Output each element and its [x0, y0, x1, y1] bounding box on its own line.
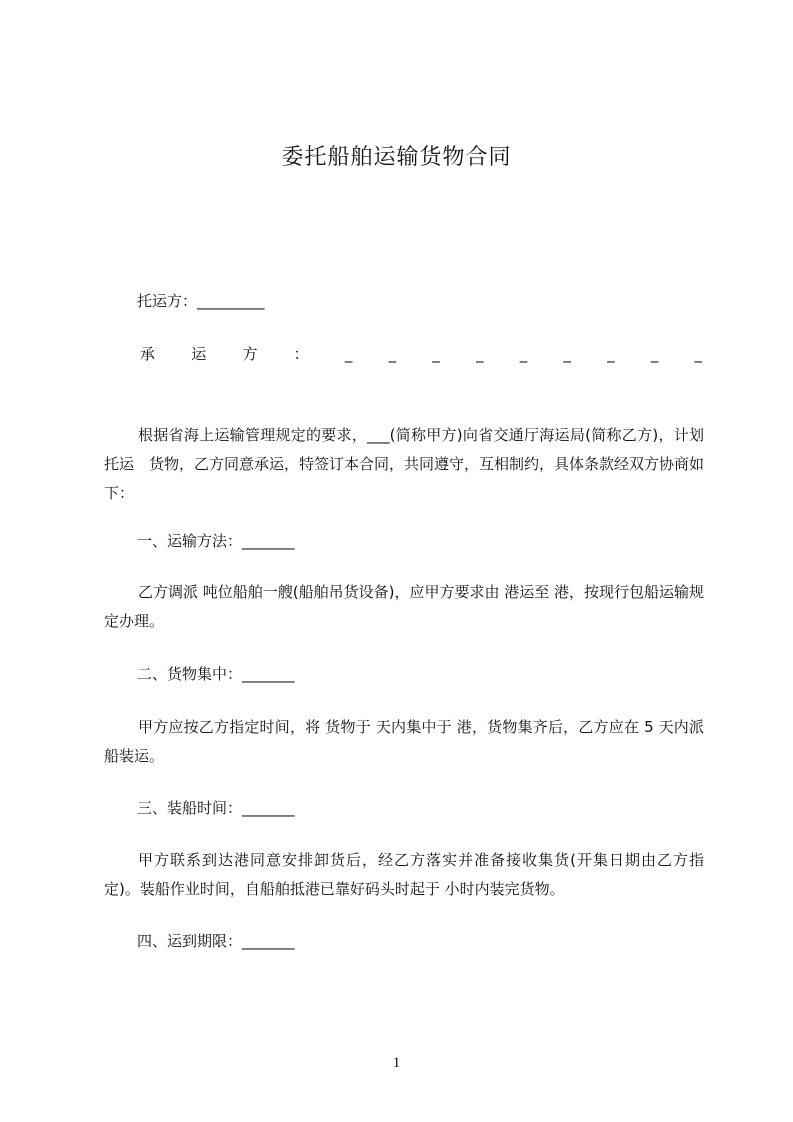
carrier-line	[140, 344, 702, 364]
section-1-body: 乙方调派 吨位船舶一艘(船舶吊货设备)，应甲方要求由 港运至 港，按现行包船运输规定办理。	[104, 583, 705, 630]
carrier-line-char: _	[432, 345, 440, 363]
carrier-line-char: _	[519, 345, 528, 363]
section-2-heading: 二、货物集中：_______	[137, 665, 295, 683]
carrier-line-char: 方	[242, 345, 258, 363]
carrier-line-char: _	[650, 345, 659, 363]
carrier-line-char: ：	[293, 345, 309, 363]
carrier-line-char: 承	[140, 345, 156, 363]
section-3-heading: 三、装船时间：_______	[137, 799, 295, 817]
consignor-line: 托运方：_________	[137, 292, 265, 310]
page-number: 1	[392, 1055, 401, 1071]
carrier-line-char: _	[607, 345, 615, 363]
section-3-body: 甲方联系到达港同意安排卸货后，经乙方落实并准备接收集货(开集日期由乙方指定)。装船作业时间，自船舶抵港已靠好码头时起于 小时内装完货物。	[104, 851, 704, 898]
section-2-body: 甲方应按乙方指定时间，将 货物于 天内集中于 港，货物集齐后，乙方应在 5 天内派船装运。	[104, 718, 704, 765]
carrier-line-char: _	[388, 345, 397, 363]
carrier-line-char: 运	[191, 345, 207, 363]
carrier-line-char: _	[475, 345, 484, 363]
document-title: 委托船舶运输货物合同	[281, 145, 512, 170]
section-4-heading: 四、运到期限：_______	[137, 932, 295, 950]
section-1-heading: 一、运输方法：_______	[137, 532, 295, 550]
intro-paragraph: 根据省海上运输管理规定的要求，___(简称甲方)向省交通厅海运局(简称乙方)，计划托运 货物，乙方同意承运，特签订本合同，共同遵守，互相制约，具体条款经双方协商如下：	[104, 426, 705, 502]
carrier-line-char: _	[344, 345, 353, 363]
carrier-line-char: _	[694, 345, 702, 363]
carrier-line-char: _	[563, 345, 571, 363]
